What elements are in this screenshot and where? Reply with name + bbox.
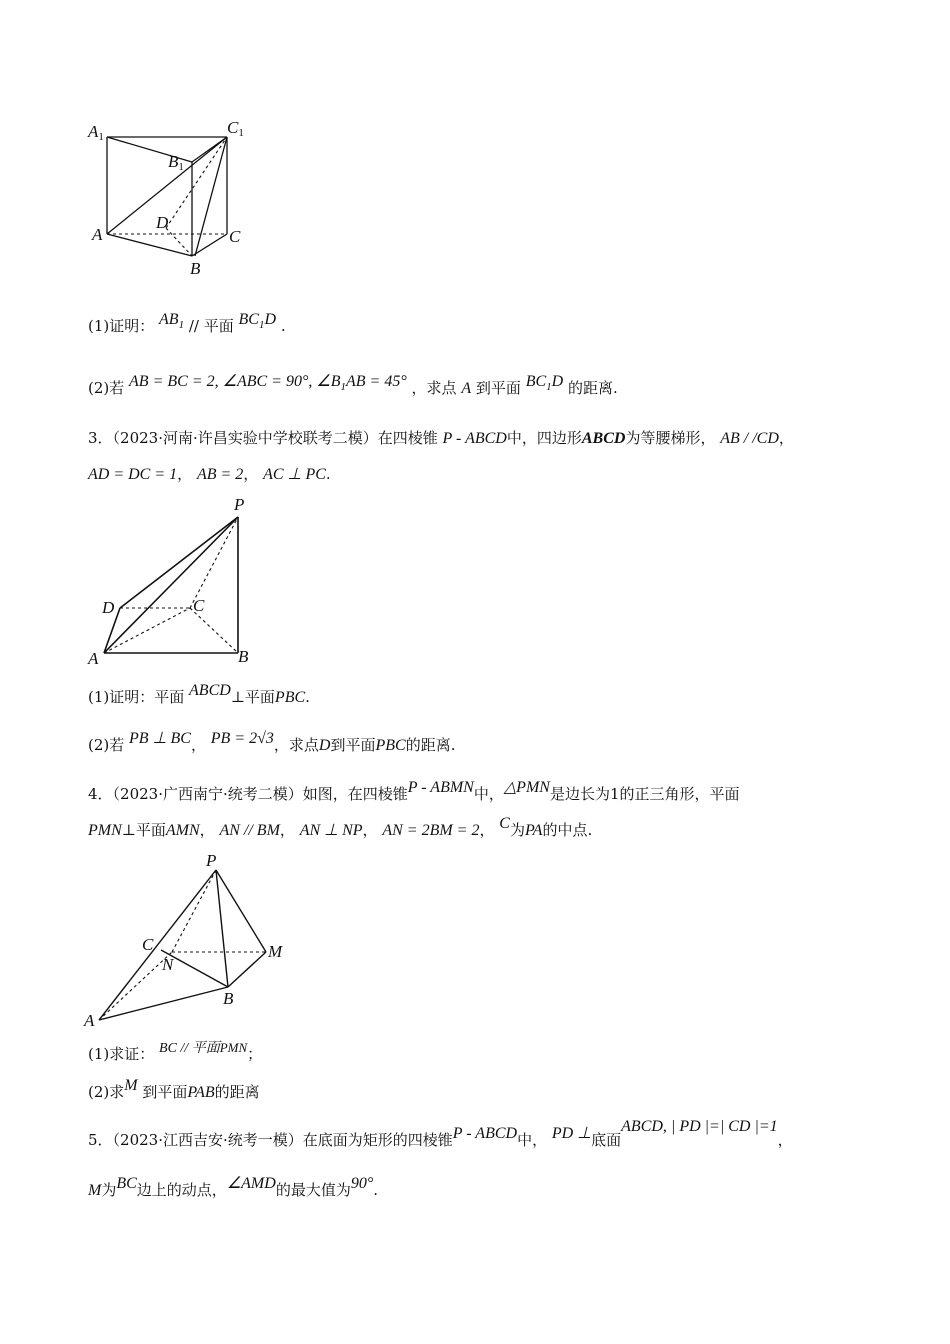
math: △PMN	[503, 779, 550, 796]
math: C	[499, 815, 510, 832]
q2-part2	[88, 373, 618, 404]
text: ，	[199, 821, 215, 839]
text: ，	[777, 1131, 793, 1149]
math: AB = BC = 2, ∠ABC = 90°, $\angle B_1AB = 45^\circ$	[129, 373, 407, 394]
label-C: C	[193, 596, 205, 615]
label-D: D	[156, 213, 169, 232]
text: 的距离.	[405, 736, 456, 754]
text: ，	[190, 736, 206, 754]
pyramid-pabcd-figure	[80, 490, 280, 675]
label-D: D	[102, 598, 115, 617]
math: 90°	[350, 1175, 374, 1192]
edge	[228, 952, 266, 987]
math: PMN	[219, 1040, 248, 1055]
q3-part1	[88, 682, 310, 708]
part-label: (1)求证：	[88, 1045, 155, 1063]
label-C1: C1	[227, 118, 244, 139]
text: 的正三角形，平面	[619, 785, 740, 803]
text: 到平面	[142, 1083, 188, 1101]
text: 1	[609, 785, 620, 803]
q4-stem-line2	[88, 815, 593, 841]
math: PAB	[187, 1084, 215, 1101]
text: 为	[101, 1181, 117, 1199]
math: PB = 2√3	[210, 730, 274, 747]
math: PMN	[88, 822, 122, 839]
label-P: P	[234, 495, 245, 514]
math: M	[124, 1077, 138, 1094]
math: AB / /CD	[720, 430, 779, 447]
math: ABCD	[581, 430, 626, 447]
math: $AB_1$	[159, 311, 185, 332]
part-label: (2)求	[88, 1083, 125, 1101]
label-A: A	[92, 225, 103, 244]
q4-part1	[88, 1040, 263, 1066]
text: （2023·河南·许昌实验中学校联考二模）在四棱锥	[112, 429, 438, 447]
q5-stem-line1	[88, 1118, 793, 1151]
label-B1: B1	[168, 152, 184, 173]
edge	[120, 517, 238, 608]
math: $BC_1D$	[525, 373, 564, 394]
text: .	[280, 317, 286, 335]
text: // 平面	[188, 317, 234, 335]
math: AB = 2	[196, 466, 244, 483]
label-C: C	[142, 935, 154, 954]
math: AN // BM	[219, 822, 280, 839]
text: 为等腰梯形，	[625, 429, 716, 447]
text: 到平面	[330, 736, 376, 754]
text: 中，	[473, 785, 504, 803]
part-label: (2)若	[88, 379, 125, 397]
q4-part2	[88, 1077, 260, 1103]
math: PBC	[274, 689, 306, 706]
math: PD ⊥	[551, 1125, 592, 1142]
part-label: (2)若	[88, 736, 125, 754]
text: 的中点.	[542, 821, 593, 839]
edge	[99, 870, 216, 1020]
math: M	[88, 1182, 102, 1199]
text: 底面	[591, 1131, 622, 1149]
math: BC	[116, 1175, 137, 1192]
q2-part1	[88, 311, 286, 342]
q3-part2	[88, 730, 456, 756]
edge	[107, 137, 192, 162]
text: （2023·江西吉安·统考一模）在底面为矩形的四棱锥	[112, 1131, 453, 1149]
q3-stem-line1	[88, 428, 794, 449]
math: AN ⊥ NP	[299, 822, 363, 839]
text: .	[373, 1181, 379, 1199]
label-N: N	[162, 955, 174, 974]
edge	[107, 234, 192, 256]
math: PA	[524, 822, 543, 839]
edge	[104, 517, 238, 653]
math: BC // 平面	[159, 1041, 220, 1056]
text: 中，	[517, 1131, 548, 1149]
math: ABCD, | PD |=| CD |=1	[621, 1118, 778, 1135]
text: ，	[479, 821, 495, 839]
label-M: M	[268, 942, 283, 961]
text: ，	[778, 429, 794, 447]
text: .	[325, 465, 331, 483]
math: AC ⊥ PC	[263, 466, 326, 483]
question-number: 5．	[88, 1131, 113, 1149]
text: 到平面	[475, 379, 521, 397]
text: ，	[362, 821, 378, 839]
math: AD = DC = 1	[88, 466, 178, 483]
text: （2023·广西南宁·统考二模）如图，在四棱锥	[112, 785, 408, 803]
text: ；	[247, 1045, 263, 1063]
math: ∠AMD	[226, 1175, 276, 1192]
math: PBC	[375, 737, 406, 754]
math: P - ABMN	[407, 779, 474, 796]
q3-stem-line2	[88, 464, 331, 485]
edge	[99, 987, 228, 1020]
label-B: B	[223, 989, 234, 1008]
math: $BC_1D$	[238, 311, 277, 332]
text: ，	[177, 465, 193, 483]
math: AN = 2BM = 2	[382, 822, 480, 839]
text: ⊥平面	[230, 688, 275, 706]
text: 的距离.	[567, 379, 618, 397]
hidden-edge	[172, 870, 216, 952]
edge	[195, 137, 227, 256]
label-P: P	[206, 851, 217, 870]
math: P - ABCD	[442, 430, 507, 447]
text: 是边长为	[549, 785, 610, 803]
question-number: 3．	[88, 429, 113, 447]
pyramid-pabmn-figure	[80, 848, 300, 1033]
q5-stem-line2	[88, 1175, 379, 1201]
text: 边上的动点，	[136, 1181, 227, 1199]
part-label: (1)证明：平面	[88, 688, 185, 706]
hidden-edge	[190, 517, 238, 608]
text: 的最大值为	[275, 1181, 351, 1199]
label-A: A	[84, 1011, 95, 1030]
text: 中，四边形	[506, 429, 582, 447]
math: P - ABCD	[452, 1125, 518, 1142]
math: AMN	[165, 822, 200, 839]
label-C: C	[229, 227, 241, 246]
math: D	[318, 737, 331, 754]
text: .	[305, 688, 310, 706]
text: ⊥平面	[121, 821, 166, 839]
text: ，	[279, 821, 295, 839]
hidden-edge	[166, 228, 192, 256]
hidden-edge	[166, 137, 227, 228]
text: ，求点	[411, 379, 457, 397]
label-B: B	[238, 647, 249, 666]
edge	[192, 234, 227, 256]
math: PB ⊥ BC	[129, 730, 191, 747]
prism-figure	[80, 110, 260, 280]
math: ABCD	[189, 682, 231, 699]
math: A	[461, 380, 472, 397]
text: ，求点	[273, 736, 319, 754]
question-number: 4．	[88, 785, 113, 803]
text: 的距离	[214, 1083, 260, 1101]
q4-stem-line1	[88, 779, 740, 805]
part-label: (1)证明：	[88, 317, 155, 335]
label-B: B	[190, 259, 201, 278]
text: ，	[243, 465, 259, 483]
label-A: A	[88, 649, 99, 668]
text: 为	[509, 821, 525, 839]
label-A1: A1	[88, 122, 104, 143]
